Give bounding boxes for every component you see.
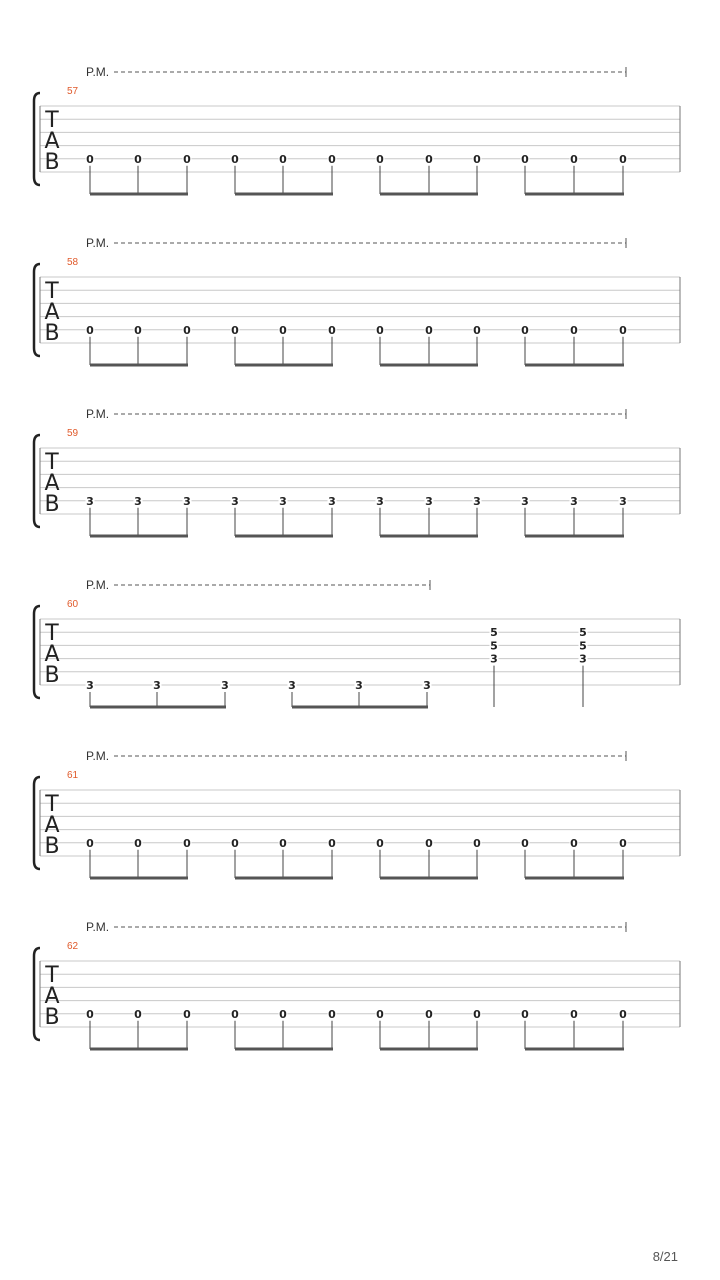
fret-number: 3: [570, 494, 578, 508]
fret-number: 0: [328, 323, 336, 337]
fret-number: 3: [153, 679, 161, 692]
palm-mute-label: P.M.: [86, 920, 110, 934]
fret-number: 0: [570, 152, 578, 166]
fret-number: 0: [183, 152, 191, 166]
tab-clef-letter: B: [44, 1005, 60, 1030]
fret-number: 5: [579, 626, 587, 640]
tab-clef-letter: T: [45, 450, 59, 475]
fret-number: 0: [521, 836, 529, 850]
tab-system-58: [34, 236, 680, 367]
fret-number: 0: [231, 1007, 239, 1021]
tab-clef-letter: B: [44, 492, 60, 517]
note-beam: [525, 535, 624, 538]
page-number: 8/21: [652, 1249, 678, 1264]
tab-system-59: [34, 407, 680, 538]
fret-number: 0: [134, 1007, 142, 1021]
fret-number: 0: [425, 1007, 433, 1021]
fret-number: 5: [579, 639, 587, 653]
fret-number: 0: [473, 152, 481, 166]
tab-system-60: [34, 578, 680, 709]
fret-number: 0: [134, 323, 142, 337]
measure-number: 57: [67, 86, 79, 97]
system-bracket: [34, 948, 40, 1040]
fret-number: 0: [231, 323, 239, 337]
note-beam: [90, 364, 188, 367]
fret-number: 3: [473, 494, 481, 508]
fret-number: 0: [376, 1007, 384, 1021]
tab-clef-letter: B: [44, 663, 60, 688]
fret-number: 0: [425, 323, 433, 337]
fret-number: 0: [279, 1007, 287, 1021]
fret-number: 0: [521, 152, 529, 166]
tab-clef-letter: B: [44, 321, 60, 346]
fret-number: 0: [86, 152, 94, 166]
fret-number: 0: [425, 836, 433, 850]
tab-clef-letter: T: [45, 279, 59, 304]
fret-number: 3: [134, 494, 142, 508]
note-beam: [235, 364, 333, 367]
tab-clef-letter: T: [45, 108, 59, 133]
tab-clef-letter: T: [45, 621, 59, 646]
note-beam: [380, 1048, 478, 1051]
fret-number: 0: [183, 1007, 191, 1021]
fret-number: 0: [619, 836, 627, 850]
note-beam: [380, 364, 478, 367]
tab-system-57: [34, 65, 680, 196]
note-beam: [380, 193, 478, 196]
note-beam: [292, 706, 428, 709]
fret-number: 3: [288, 679, 296, 692]
fret-number: 0: [279, 152, 287, 166]
fret-number: 0: [619, 323, 627, 337]
fret-number: 0: [183, 323, 191, 337]
fret-number: 3: [221, 679, 229, 692]
fret-number: 5: [490, 626, 498, 640]
measure-number: 62: [67, 941, 79, 952]
fret-number: 0: [231, 836, 239, 850]
fret-number: 3: [425, 494, 433, 508]
note-beam: [380, 877, 478, 880]
fret-number: 0: [134, 152, 142, 166]
fret-number: 0: [231, 152, 239, 166]
fret-number: 0: [376, 836, 384, 850]
note-beam: [90, 877, 188, 880]
fret-number: 3: [231, 494, 239, 508]
note-beam: [235, 535, 333, 538]
tab-clef-letter: T: [45, 963, 59, 988]
tab-clef-letter: A: [44, 813, 60, 838]
fret-number: 0: [425, 152, 433, 166]
fret-number: 3: [86, 679, 94, 692]
fret-number: 3: [328, 494, 336, 508]
note-beam: [90, 193, 188, 196]
fret-number: 3: [376, 494, 384, 508]
fret-number: 0: [86, 1007, 94, 1021]
note-beam: [90, 535, 188, 538]
note-beam: [90, 706, 226, 709]
palm-mute-label: P.M.: [86, 407, 110, 421]
fret-number: 0: [376, 152, 384, 166]
note-beam: [235, 193, 333, 196]
fret-number: 0: [570, 1007, 578, 1021]
tab-clef-letter: B: [44, 834, 60, 859]
tab-clef-letter: A: [44, 984, 60, 1009]
note-beam: [525, 364, 624, 367]
system-bracket: [34, 606, 40, 698]
measure-number: 59: [67, 428, 79, 439]
fret-number: 0: [473, 323, 481, 337]
fret-number: 0: [86, 323, 94, 337]
tab-clef-letter: A: [44, 642, 60, 667]
tab-clef-letter: T: [45, 792, 59, 817]
measure-number: 60: [67, 599, 79, 610]
fret-number: 3: [619, 494, 627, 508]
fret-number: 0: [619, 1007, 627, 1021]
fret-number: 0: [619, 152, 627, 166]
tab-system-61: [34, 749, 680, 880]
fret-number: 3: [279, 494, 287, 508]
fret-number: 3: [490, 652, 498, 666]
fret-number: 3: [423, 679, 431, 692]
note-beam: [525, 1048, 624, 1051]
tab-clef-letter: A: [44, 300, 60, 325]
measure-number: 61: [67, 770, 79, 781]
palm-mute-label: P.M.: [86, 749, 110, 763]
fret-number: 0: [570, 323, 578, 337]
fret-number: 0: [183, 836, 191, 850]
fret-number: 3: [521, 494, 529, 508]
note-beam: [525, 193, 624, 196]
fret-number: 0: [279, 323, 287, 337]
palm-mute-label: P.M.: [86, 65, 110, 79]
note-beam: [235, 1048, 333, 1051]
measure-number: 58: [67, 257, 79, 268]
fret-number: 5: [490, 639, 498, 653]
fret-number: 0: [570, 836, 578, 850]
note-beam: [235, 877, 333, 880]
note-beam: [380, 535, 478, 538]
fret-number: 0: [473, 836, 481, 850]
fret-number: 3: [86, 494, 94, 508]
tab-clef-letter: A: [44, 129, 60, 154]
tab-system-62: [34, 920, 680, 1051]
tab-clef-letter: A: [44, 471, 60, 496]
fret-number: 0: [521, 1007, 529, 1021]
fret-number: 0: [521, 323, 529, 337]
system-bracket: [34, 777, 40, 869]
fret-number: 0: [376, 323, 384, 337]
fret-number: 3: [355, 679, 363, 692]
note-beam: [90, 1048, 188, 1051]
fret-number: 0: [134, 836, 142, 850]
fret-number: 0: [279, 836, 287, 850]
palm-mute-label: P.M.: [86, 578, 110, 592]
fret-number: 0: [328, 1007, 336, 1021]
fret-number: 3: [183, 494, 191, 508]
fret-number: 0: [86, 836, 94, 850]
fret-number: 0: [473, 1007, 481, 1021]
palm-mute-label: P.M.: [86, 236, 110, 250]
fret-number: 3: [579, 652, 587, 666]
system-bracket: [34, 264, 40, 356]
note-beam: [525, 877, 624, 880]
fret-number: 0: [328, 152, 336, 166]
fret-number: 0: [328, 836, 336, 850]
system-bracket: [34, 93, 40, 185]
tab-clef-letter: B: [44, 150, 60, 175]
system-bracket: [34, 435, 40, 527]
